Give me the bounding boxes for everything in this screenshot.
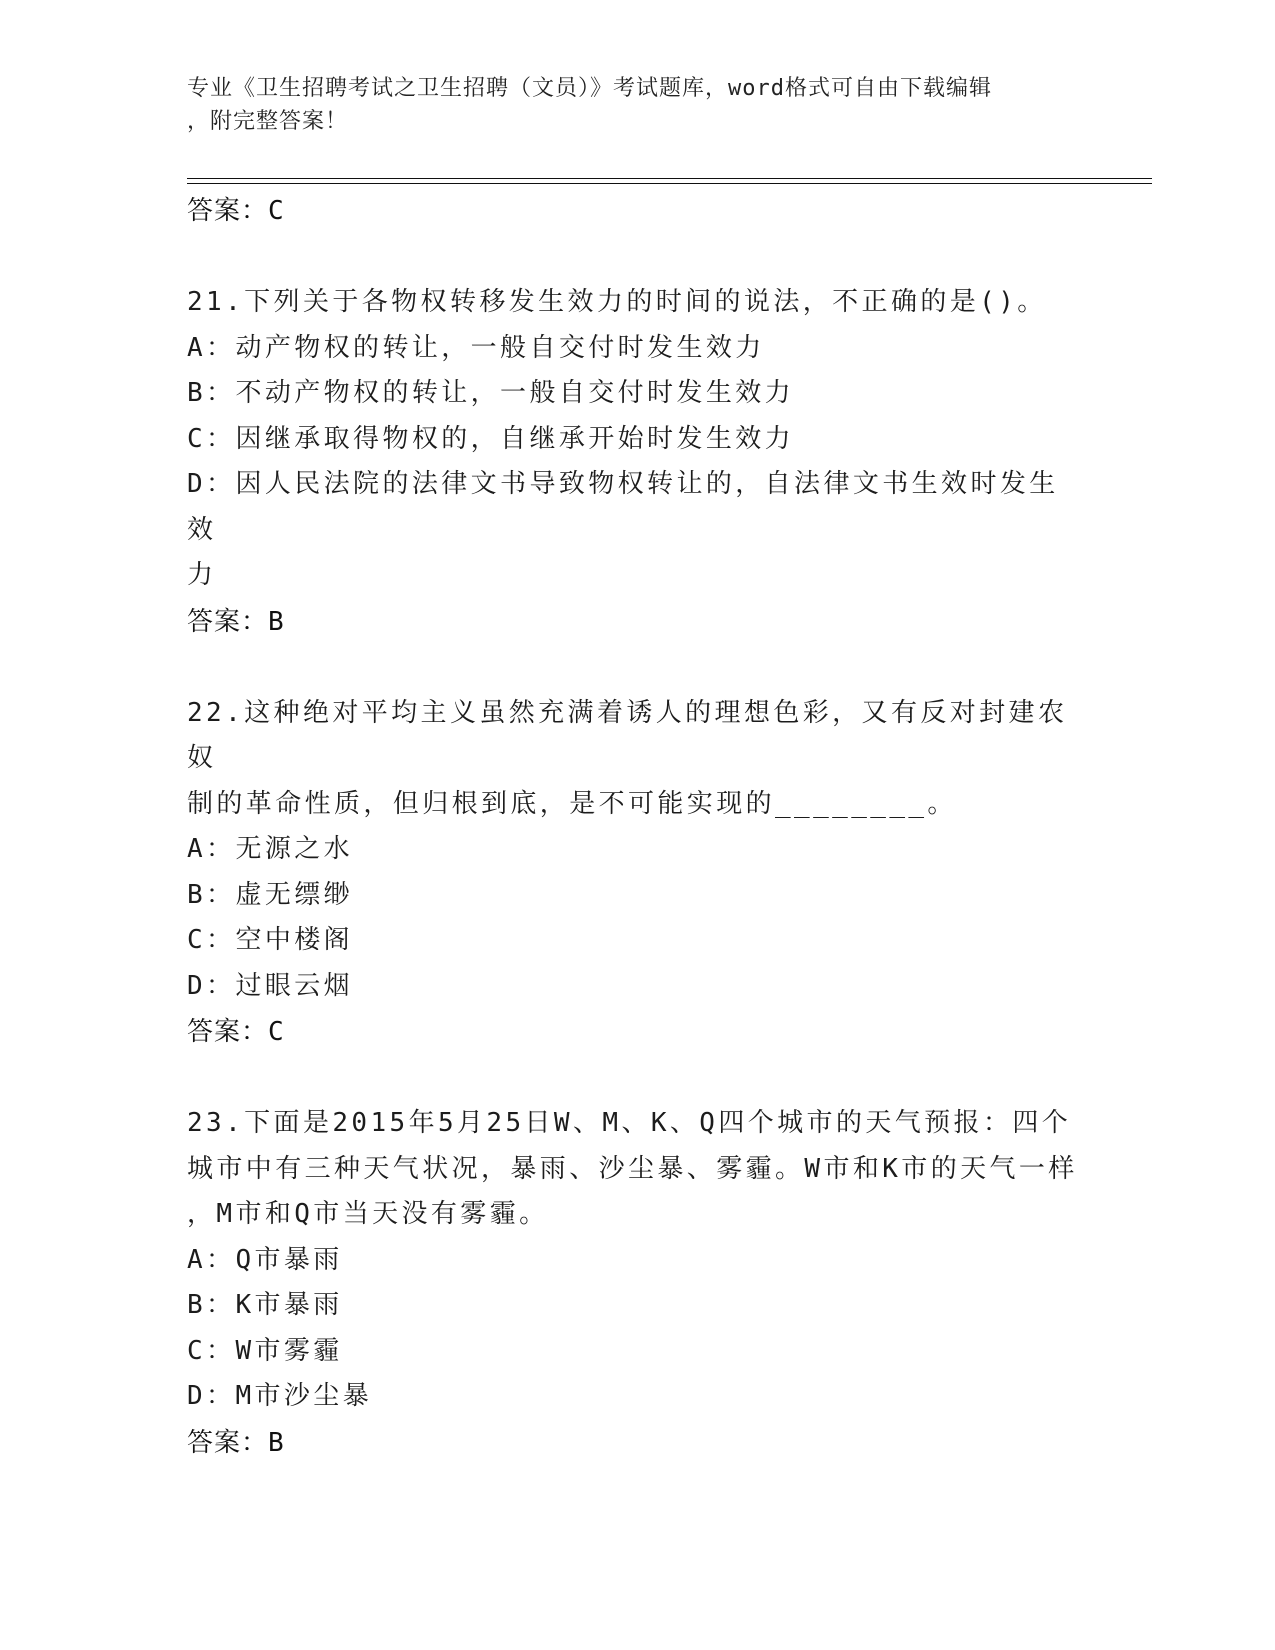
option-c: C：W市雾霾 xyxy=(187,1335,343,1366)
question-23 xyxy=(187,1101,1087,1466)
header-line-1: 专业《卫生招聘考试之卫生招聘（文员）》考试题库，word格式可自由下载编辑 xyxy=(187,76,992,101)
spacer xyxy=(187,645,1087,691)
answer xyxy=(187,599,1087,645)
option-c: C：空中楼阁 xyxy=(187,925,354,955)
spacer xyxy=(187,234,1087,280)
answer-label: 答案： xyxy=(187,1427,269,1458)
answer-label: 答案： xyxy=(187,606,269,637)
option-d: D：因人民法院的法律文书导致物权转让的，自法律文书生效时发生效 力 xyxy=(187,469,1059,590)
question-text: 23.下面是2015年5月25日W、M、K、Q四个城市的天气预报：四个 城市中有三种天气状况，暴雨、沙尘暴、雾霾。W市和K市的天气一样 ，M市和Q市当天没有雾霾。 xyxy=(187,1108,1078,1229)
answer-value: C xyxy=(268,1017,285,1047)
answer-label: 答案： xyxy=(187,196,269,226)
header-rule-bottom xyxy=(187,183,1152,184)
document-header xyxy=(187,72,1067,138)
option-b: B：虚无缥缈 xyxy=(187,879,354,910)
option-a: A：Q市暴雨 xyxy=(187,1244,343,1275)
answer xyxy=(187,1009,1087,1055)
answer-value: B xyxy=(268,1427,285,1458)
spacer xyxy=(187,1055,1087,1101)
header-line-2: ，附完整答案！ xyxy=(187,109,349,134)
option-a: A：动产物权的转让，一般自交付时发生效力 xyxy=(187,332,765,363)
question-text: 21.下列关于各物权转移发生效力的时间的说法，不正确的是()。 xyxy=(187,287,1047,317)
question-21 xyxy=(187,280,1087,645)
answer-value: C xyxy=(268,196,285,226)
question-text: 22.这种绝对平均主义虽然充满着诱人的理想色彩，又有反对封建农奴 制的革命性质，但归根到底，是不可能实现的________。 xyxy=(187,697,1068,819)
question-22 xyxy=(187,691,1087,1056)
answer-value: B xyxy=(268,606,285,637)
option-b: B：K市暴雨 xyxy=(187,1290,343,1320)
option-b: B：不动产物权的转让，一般自交付时发生效力 xyxy=(187,378,795,408)
question-list xyxy=(187,188,1087,1466)
option-d: D：过眼云烟 xyxy=(187,970,354,1001)
option-d: D：M市沙尘暴 xyxy=(187,1381,373,1411)
header-rule-top xyxy=(187,178,1152,179)
answer xyxy=(187,1420,1087,1466)
option-a: A：无源之水 xyxy=(187,834,354,864)
option-c: C：因继承取得物权的，自继承开始时发生效力 xyxy=(187,423,795,454)
answer-label: 答案： xyxy=(187,1017,269,1047)
previous-answer xyxy=(187,188,1087,234)
